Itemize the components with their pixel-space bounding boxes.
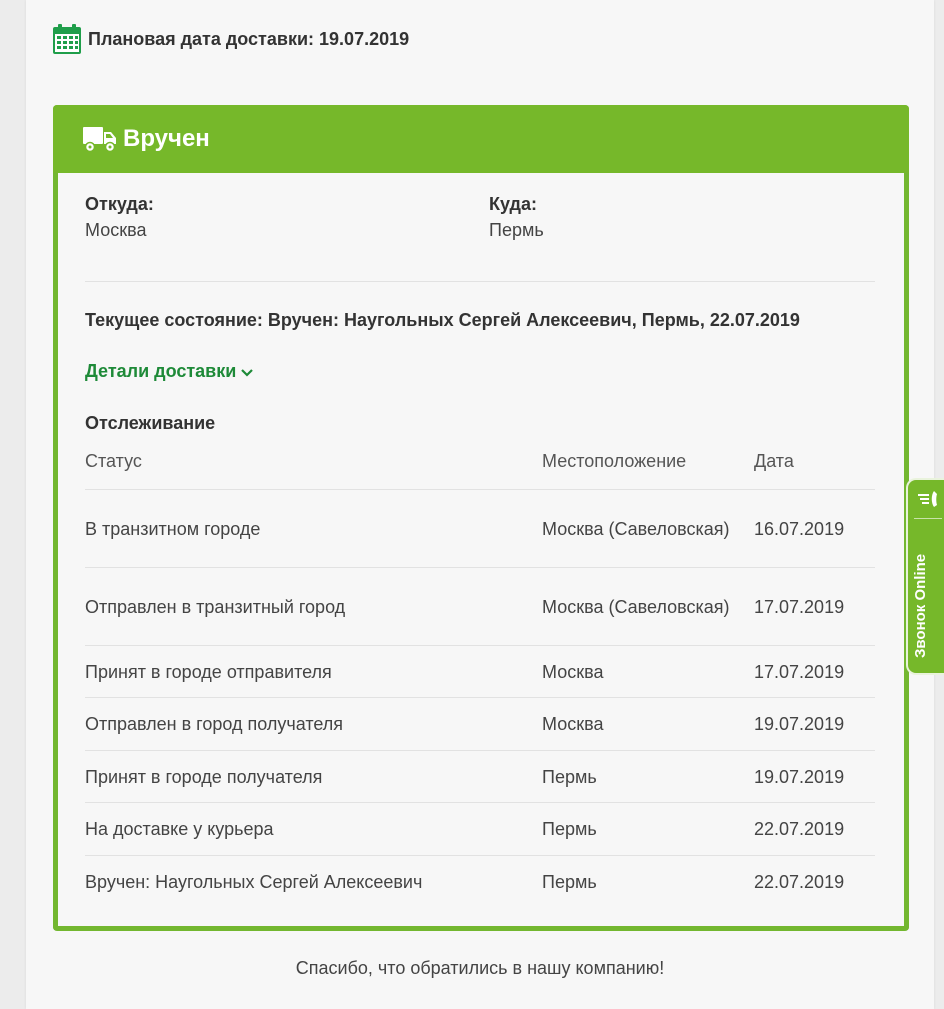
details-toggle[interactable] — [85, 361, 254, 382]
row-location: Пермь — [542, 871, 597, 892]
row-date: 19.07.2019 — [754, 714, 845, 734]
tracking-title: Отслеживание — [85, 413, 216, 433]
header-date: Дата — [754, 451, 794, 471]
to-value: Пермь — [489, 220, 544, 240]
current-state: Текущее состояние: Вручен: Наугольных Сергей Алексеевич, Пермь, 22.07.2019 — [85, 310, 800, 330]
table-row — [85, 697, 875, 750]
planned-date: 19.07.2019 — [319, 28, 410, 49]
table-row — [85, 645, 875, 697]
header-location: Местоположение — [542, 451, 687, 471]
row-date: 22.07.2019 — [754, 871, 845, 892]
delivery-card — [53, 105, 909, 931]
status-title: Вручен — [123, 125, 210, 152]
chevron-down-icon — [240, 366, 254, 380]
from-label: Откуда: — [85, 194, 154, 214]
row-date: 17.07.2019 — [754, 661, 845, 682]
phone-icon — [916, 488, 942, 510]
row-status: На доставке у курьера — [85, 819, 274, 839]
details-link-text: Детали доставки — [85, 361, 237, 381]
row-location: Москва (Савеловская) — [542, 518, 730, 539]
row-status: В транзитном городе — [85, 518, 261, 539]
row-location: Пермь — [542, 766, 597, 787]
call-label: Звонок Online — [912, 553, 929, 658]
planned-delivery — [52, 22, 409, 56]
row-date: 17.07.2019 — [754, 596, 845, 617]
thanks-message: Спасибо, что обратились в нашу компанию! — [295, 958, 665, 978]
truck-icon — [83, 125, 117, 153]
planned-label: Плановая дата доставки: — [88, 28, 315, 49]
row-location: Москва — [542, 661, 604, 682]
table-row — [85, 489, 875, 567]
row-location: Пермь — [542, 819, 597, 839]
table-row — [85, 855, 875, 907]
table-row — [85, 750, 875, 802]
calendar-icon — [52, 23, 82, 55]
row-date: 22.07.2019 — [754, 819, 845, 839]
row-location: Москва (Савеловская) — [542, 596, 730, 617]
page — [26, 0, 934, 1009]
row-status: Принят в городе получателя — [85, 766, 323, 787]
table-row — [85, 802, 875, 855]
row-date: 16.07.2019 — [754, 518, 845, 539]
row-status: Отправлен в транзитный город — [85, 596, 346, 617]
from-value: Москва — [85, 220, 147, 240]
row-date: 19.07.2019 — [754, 766, 845, 787]
status-header — [53, 105, 909, 173]
call-online-button[interactable] — [906, 478, 944, 675]
row-status: Отправлен в город получателя — [85, 714, 344, 734]
row-location: Москва — [542, 714, 604, 734]
row-status: Принят в городе отправителя — [85, 661, 332, 682]
row-status: Вручен: Наугольных Сергей Алексеевич — [85, 871, 423, 892]
table-row — [85, 567, 875, 645]
divider — [85, 281, 875, 282]
header-status: Статус — [85, 451, 142, 471]
call-divider — [914, 518, 942, 519]
to-label: Куда: — [489, 194, 537, 214]
